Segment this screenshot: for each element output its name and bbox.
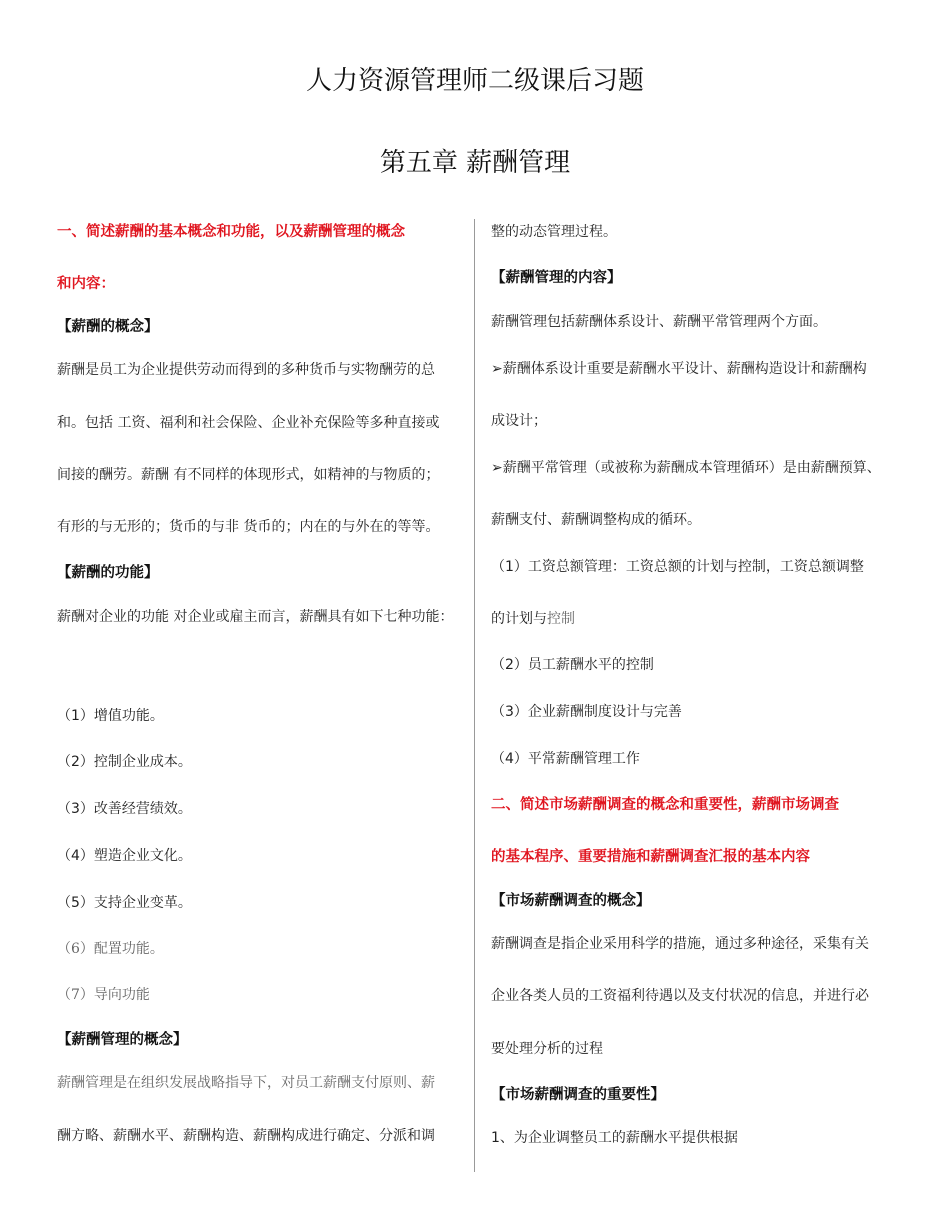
section-heading: 【薪酬管理的概念】 (57, 1032, 188, 1048)
list-item: （4）塑造企业文化。 (57, 848, 192, 864)
list-item: （3）改善经营绩效。 (57, 801, 192, 817)
section-heading: 【市场薪酬调查的概念】 (491, 893, 651, 909)
chapter-title: 第五章 薪酬管理 (379, 148, 571, 178)
list-item-cont (491, 609, 575, 629)
paragraph-line: 薪酬管理是在组织发展战略指导下，对员工薪酬支付原则、薪 (57, 1075, 435, 1091)
list-item: （3）企业薪酬制度设计与完善 (491, 704, 682, 720)
document-title: 人力资源管理师二级课后习题 (305, 66, 644, 96)
paragraph-line: 企业各类人员的工资福利待遇以及支付状况的信息，并进行必 (491, 988, 869, 1004)
list-item: （5）支持企业变革。 (57, 895, 192, 911)
paragraph-line: 整的动态管理过程。 (491, 224, 617, 240)
list-item: （2）员工薪酬水平的控制 (491, 657, 654, 673)
section-heading: 【薪酬的功能】 (57, 565, 159, 581)
bullet-item-cont: 成设计； (491, 413, 547, 429)
section-heading: 【薪酬的概念】 (57, 319, 159, 335)
question-heading: 二、简述市场薪酬调查的概念和重要性，薪酬市场调查 (491, 797, 839, 813)
paragraph-line: 薪酬对企业的功能 对企业或雇主而言，薪酬具有如下七种功能： (57, 609, 454, 625)
paragraph-line: 和。包括 工资、福利和社会保险、企业补充保险等多种直接或 (57, 415, 440, 431)
question-heading: 一、简述薪酬的基本概念和功能，以及薪酬管理的概念 (57, 224, 405, 240)
list-item: （4）平常薪酬管理工作 (491, 751, 640, 767)
list-item: （1）增值功能。 (57, 708, 164, 724)
bullet-item-cont: 薪酬支付、薪酬调整构成的循环。 (491, 512, 701, 528)
list-item: （2）控制企业成本。 (57, 754, 192, 770)
paragraph-line: 要处理分析的过程 (491, 1041, 603, 1057)
paragraph-line: 有形的与无形的；货币的与非 货币的；内在的与外在的等等。 (57, 519, 440, 535)
paragraph-line: 薪酬是员工为企业提供劳动而得到的多种货币与实物酬劳的总 (57, 362, 435, 378)
list-item: 1、为企业调整员工的薪酬水平提供根据 (491, 1130, 738, 1146)
list-item: （6）配置功能。 (57, 941, 164, 957)
question-heading-cont: 的基本程序、重要措施和薪酬调查汇报的基本内容 (491, 849, 810, 865)
list-item: （1）工资总额管理：工资总额的计划与控制，工资总额调整 (491, 559, 864, 575)
paragraph-line: 薪酬调查是指企业采用科学的措施，通过多种途径，采集有关 (491, 936, 869, 952)
question-heading-cont: 和内容： (57, 276, 115, 292)
paragraph-line: 间接的酬劳。薪酬 有不同样的体现形式，如精神的与物质的； (57, 467, 440, 483)
list-item-text-gray: 控制 (547, 611, 575, 627)
section-heading: 【薪酬管理的内容】 (491, 270, 622, 286)
list-item-text: 的计划与 (491, 611, 547, 627)
column-divider (474, 219, 475, 1172)
list-item: （7）导向功能 (57, 987, 150, 1003)
paragraph-line: 薪酬管理包括薪酬体系设计、薪酬平常管理两个方面。 (491, 314, 827, 330)
paragraph-line: 酬方略、薪酬水平、薪酬构造、薪酬构成进行确定、分派和调 (57, 1128, 435, 1144)
section-heading: 【市场薪酬调查的重要性】 (491, 1087, 665, 1103)
bullet-item: ➢薪酬平常管理（或被称为薪酬成本管理循环）是由薪酬预算、 (491, 460, 881, 476)
bullet-item: ➢薪酬体系设计重要是薪酬水平设计、薪酬构造设计和薪酬构 (491, 361, 867, 377)
